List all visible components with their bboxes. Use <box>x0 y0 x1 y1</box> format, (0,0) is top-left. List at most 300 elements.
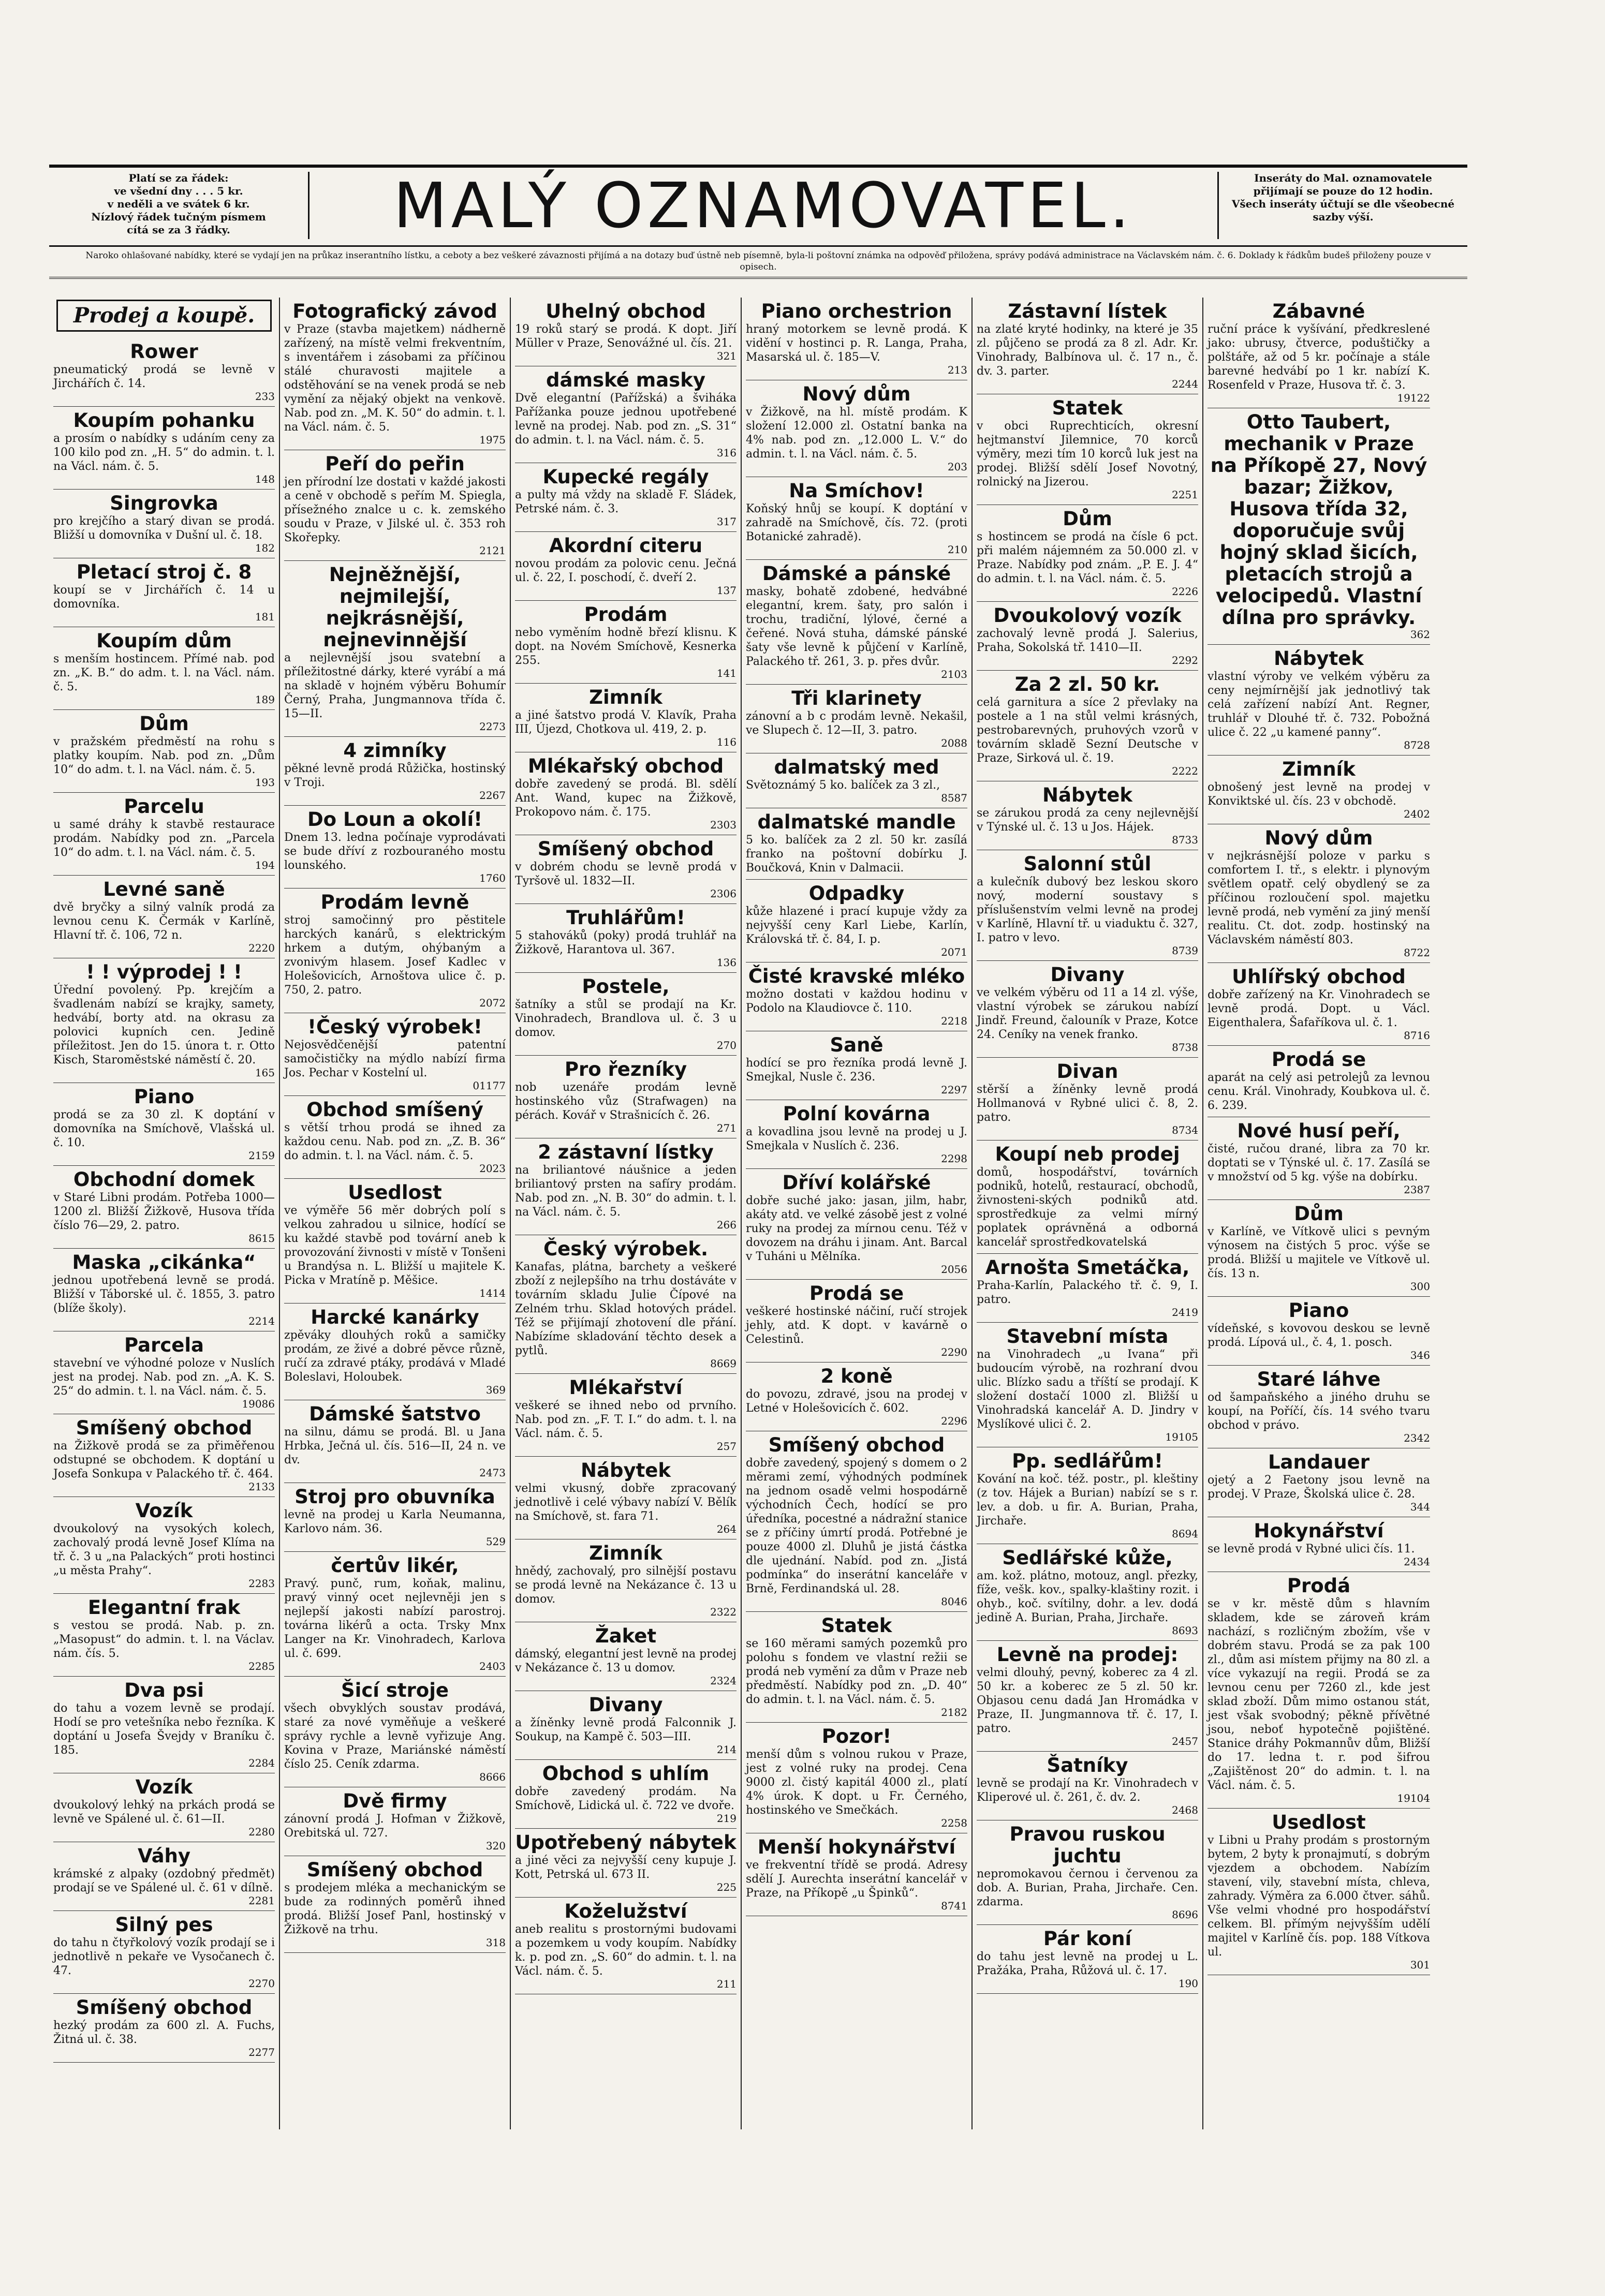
ad-number: 318 <box>485 1936 506 1949</box>
ad-text: velmi dlouhý, pevný, koberec za 4 zl. 50 kr. a koberec ze 5 zl. 50 kr. Objasou cenu dadá Jan Hromádka v Praze, II. Jungmannova tř. č. 17, I. patro. <box>977 1666 1198 1735</box>
ad-number: 1414 <box>479 1287 506 1299</box>
ad-number: 8587 <box>941 792 967 804</box>
ad-text: levně na prodej u Karla Neumanna, Karlovo nám. 36. <box>284 1508 506 1535</box>
ad-title: Nábytek <box>581 1459 671 1482</box>
ad-number: 2298 <box>941 1152 967 1165</box>
ad-number: 2283 <box>248 1577 275 1590</box>
classified-ad <box>746 477 967 560</box>
ad-text: hezký prodám za 600 zl. A. Fuchs, Žitná ul. č. 38. <box>53 2019 275 2046</box>
ad-text: dámský, elegantní jest levně na prodej v Nekázance č. 13 u domov. <box>515 1648 737 1675</box>
ad-number: 2270 <box>248 1977 275 1990</box>
ad-title: Smíšený obchod <box>76 1996 253 2019</box>
ad-title: Smíšený obchod <box>76 1417 253 1439</box>
classified-ad <box>515 835 737 904</box>
page-title: MALÝ OZNAMOVATEL. <box>393 170 1133 242</box>
classified-ad <box>515 1374 737 1457</box>
classified-ad <box>284 1400 506 1483</box>
ad-text: ve výměře 56 měr dobrých polí s velkou zahradou u silnice, hodící se ku každé stavbě pod tovární aneb k provozování živnosti v místě v Tonšeni u Brandýsa n. L. Bližší u majitele K. Picka v Mratíně p. Měšice. <box>284 1204 506 1287</box>
classified-ad <box>977 1254 1198 1323</box>
classified-ad <box>977 1058 1198 1140</box>
ad-number: 2285 <box>248 1660 275 1672</box>
ad-title: Do Loun a okolí! <box>307 808 483 831</box>
classified-ad <box>53 1842 275 1911</box>
classified-ad <box>1208 408 1430 645</box>
ad-text: menší dům s volnou rukou v Praze, jest z volné ruky na prodej. Cena 9000 zl. čistý kapitál 4000 zl., platí 4% úrok. K dopt. u Fr. Černého, hostinského ve Smečkách. <box>746 1748 967 1817</box>
ad-title: Nejněžnější, nejmilejší, nejkrásnější, nejnevinnější <box>323 564 467 651</box>
ad-title: Zimník <box>589 1542 662 1564</box>
ad-number: 8669 <box>710 1357 737 1370</box>
ad-text: na zlaté kryté hodinky, na které je 35 zl. půjčeno se prodá za 8 zl. Adr. Kr. Vinohrady, Balbínova ul. č. 17 n., č. dv. 3. parter. <box>977 323 1198 378</box>
classified-ad <box>515 752 737 835</box>
ad-number: 2281 <box>248 1894 275 1907</box>
ad-number: 320 <box>485 1840 506 1852</box>
ad-title: Český výrobek. <box>543 1238 709 1260</box>
ad-title: Smíšený obchod <box>768 1434 945 1456</box>
ad-title: Prodá se <box>1271 1048 1366 1071</box>
classified-ad <box>284 561 506 737</box>
rate-box: Platí se za řádek: ve všední dny . . . 5 kr. v neděli a ve svátek 6 kr. Nízlový řádek tučným písmem cítá se za 3 řádky. <box>49 172 310 239</box>
ad-title: Rower <box>130 340 198 363</box>
ad-text: dobře suché jako: jasan, jilm, habr, akáty atd. ve velké zásobě jest z volné ruky na prodej za mírnou cenu. Též v dovozem na dráhu i jinam. Ant. Barcal v Tuháni u Mělníka. <box>746 1194 967 1263</box>
classified-ad <box>977 1752 1198 1820</box>
ad-text: s hostincem se prodá na čísle 6 pct. při malém nájemném za 50.000 zl. v Praze. Nabídky pod znám. „P. E. J. 4“ do admin. t. l. na Václ. nám. č. 5. <box>977 530 1198 585</box>
ad-text: a prosím o nabídky s udáním ceny za 100 kilo pod zn. „H. 5“ do admin. t. l. na Václ. nám. č. 5. <box>53 432 275 473</box>
ad-text: pěkné levně prodá Růžička, hostinský v Troji. <box>284 762 506 789</box>
ad-number: 2387 <box>1404 1183 1430 1196</box>
ad-number: 8666 <box>479 1771 506 1783</box>
classified-ad <box>515 601 737 684</box>
ad-title: Smíšený obchod <box>306 1859 483 1881</box>
ad-title: Nové husí peří, <box>1237 1120 1401 1142</box>
ad-text: Světoznámý 5 ko. balíček za 3 zl., <box>746 779 940 792</box>
ad-number: 181 <box>255 611 275 623</box>
classified-ad <box>53 627 275 710</box>
ad-number: 2220 <box>248 942 275 954</box>
ad-title: Nábytek <box>1274 647 1364 670</box>
classified-ad <box>515 532 737 601</box>
ad-number: 8738 <box>1172 1041 1198 1054</box>
insertion-info-box: Inseráty do Mal. oznamovatele přijímají se pouze do 12 hodin. Všech inseráty účtují se dle všeobecné sazby výší. <box>1217 172 1467 239</box>
ad-text: zpěváky dlouhých roků a samičky prodám, ze živé a dobré pěvce různě, ručí za zdravé ptáky, prodává v Mladé Boleslavi, Holoubek. <box>284 1329 506 1384</box>
ad-title: Stroj pro obuvníka <box>295 1486 495 1508</box>
ad-number: 165 <box>255 1066 275 1079</box>
ad-number: 321 <box>716 350 737 362</box>
classified-ad <box>53 1331 275 1414</box>
ad-text: hnědý, zachovalý, pro silnější postavu se prodá levně na Nekázance č. 13 u domov. <box>515 1565 737 1606</box>
ad-title: Upotřebený nábytek <box>515 1831 737 1854</box>
classified-ad <box>515 1457 737 1539</box>
ad-title: Dámské a pánské <box>762 562 951 585</box>
ad-number: 2402 <box>1404 808 1430 820</box>
masthead <box>49 165 1467 247</box>
classified-ad <box>284 1483 506 1552</box>
ad-number: 210 <box>947 543 967 556</box>
ad-text: do povozu, zdravé, jsou na prodej v Letné v Holešovicích č. 602. <box>746 1388 967 1415</box>
classified-ad <box>515 1622 737 1691</box>
ad-number: 2277 <box>248 2046 275 2058</box>
ad-title: Polní kovárna <box>783 1103 931 1125</box>
ad-text: u samé dráhy k stavbě restaurace prodám. Nabídky pod zn. „Parcela 10“ do adm. t. l. na Václ. nám. č. 5. <box>53 818 275 859</box>
ad-number: 257 <box>716 1440 737 1453</box>
classified-ad <box>746 962 967 1031</box>
ad-number: 211 <box>716 1978 737 1990</box>
classified-ad <box>977 850 1198 961</box>
ad-text: aparát na celý asi petrolejů za levnou cenu. Král. Vinohrady, Koubkova ul. č. 6. 239. <box>1208 1071 1430 1112</box>
ad-text: zánovní prodá J. Hofman v Žižkově, Orebitská ul. 727. <box>284 1813 506 1840</box>
classified-ad <box>53 1773 275 1842</box>
ad-title: Prodám levně <box>320 891 469 913</box>
ad-number: 19122 <box>1397 392 1430 404</box>
ad-number: 2267 <box>479 789 506 802</box>
ad-title: Stavební místa <box>1006 1325 1169 1347</box>
ad-text: čisté, ručou drané, libra za 70 kr. doptati se v Týnské ul. č. 17. Zasílá se v množství od 5 kg. výše na dobírku. <box>1208 1143 1430 1183</box>
ad-title: !Český výrobek! <box>307 1016 482 1038</box>
ad-text: a nejlevnější jsou svatební a příležitostné dárky, které vyrábí a má na skladě v hojném výběru Bohumír Černý, Praha, Jungmannova třída č. 15—II. <box>284 651 506 720</box>
ad-title: Váhy <box>137 1845 191 1867</box>
ad-title: Dům <box>1294 1203 1344 1225</box>
ad-text: od šampaňského a jiného druhu se koupí, na Poříčí, čís. 14 svého tvaru obchod v právo. <box>1208 1391 1430 1432</box>
ad-title: Zimník <box>1282 758 1356 780</box>
classified-ad <box>1208 1200 1430 1297</box>
classified-ad <box>1208 645 1430 756</box>
ad-number: 2342 <box>1404 1432 1430 1444</box>
ad-text: v Žižkově, na hl. místě prodám. K složení 12.000 zl. Ostatní banka na 4% nab. pod zn. „12.000 L. V.“ do admin. t. l. na Václ. nám. č. 5. <box>746 406 967 461</box>
ad-text: a žíněnky levně prodá Falconnik J. Soukup, na Kampě č. 503—III. <box>515 1716 737 1743</box>
ad-number: 301 <box>1410 1959 1430 1971</box>
ad-text: pro krejčího a starý divan se prodá. Bližší u domovníka v Dušní ul. č. 18. <box>53 515 275 542</box>
ad-number: 270 <box>716 1039 737 1051</box>
ad-number: 2088 <box>941 737 967 749</box>
ad-text: celá garnitura a síce 2 převlaky na postele a 1 na stůl velmi krásných, pestrobarevných, pruhových vzorů v továrním skladě Sezní Deutsche v Praze, Sirková ul. č. 19. <box>977 696 1198 765</box>
masthead-notice: Naroko ohlašované nabídky, které se vydají jen na průkaz inserantního lístku, a ceboty a bez veškeré závaznosti přijímá a na dotazy buď ústně neb písemně, byla-li poštovní známka na odpověď přiložena, správy podává administrace na Václavském nám. č. 6. Doklady k řádkům budeš přiloženy pouze v opisech. <box>49 247 1467 279</box>
classified-ad <box>977 298 1198 394</box>
ad-text: se zárukou prodá za ceny nejlevnější v Týnské ul. č. 13 u Jos. Hájek. <box>977 807 1198 834</box>
ad-title: Vozík <box>135 1500 193 1522</box>
ad-number: 203 <box>947 461 967 473</box>
classified-ad <box>746 1031 967 1100</box>
classified-ad <box>284 1013 506 1096</box>
ad-title: Nový dům <box>1264 827 1373 849</box>
ad-title: Dva psi <box>124 1679 204 1701</box>
classified-ad <box>53 1677 275 1773</box>
ad-number: 136 <box>716 956 737 969</box>
classified-ad <box>515 973 737 1056</box>
classified-columns <box>49 298 1467 2129</box>
ad-title: 4 zimníky <box>343 739 447 762</box>
ad-number: 225 <box>716 1881 737 1893</box>
ad-number: 233 <box>255 390 275 403</box>
ad-text: Praha-Karlín, Palackého tř. č. 9, I. patro. <box>977 1279 1198 1306</box>
ad-text: a jiné šatstvo prodá V. Klavík, Praha III, Újezd, Chotkova ul. 419, 2. p. <box>515 709 737 736</box>
classified-ad <box>53 1497 275 1594</box>
ad-text: Kanafas, plátna, barchety a veškeré zboží z nejlepšího na trhu dostáváte v továrním skladu Julie Čípové na Zelném trhu. Sklad hotových prádel. Též se přijímají zhotovení dle přání. Nabízíme skladování těchto desek a pytlů. <box>515 1261 737 1357</box>
classified-ad <box>746 380 967 477</box>
ad-number: 2473 <box>479 1467 506 1479</box>
ad-text: vlastní výroby ve velkém výběru za ceny nejmírnější jak jednotlivý tak celá zařízení nabízí Ant. Regner, truhlář v Dlouhé tř. č. 732. Pobožná ulice č. 22 „u kamené panny“. <box>1208 670 1430 739</box>
ad-text: se levně prodá v Rybné ulici čís. 11. <box>1208 1543 1415 1556</box>
ad-number: 8615 <box>248 1232 275 1245</box>
ad-title: Za 2 zl. 50 kr. <box>1014 673 1160 695</box>
ad-number: 148 <box>255 473 275 485</box>
ad-number: 346 <box>1410 1349 1430 1361</box>
ad-text: všech obvyklých soustav prodává, staré za nové vyměňuje a veškeré správy rychle a levně vyřizuje Ang. Kovina v Praze, Mariánské náměstí číslo 25. Ceník zdarma. <box>284 1702 506 1771</box>
classified-ad <box>977 781 1198 850</box>
ad-column <box>742 298 973 2129</box>
ad-text: v pražském předměstí na rohu s platky koupím. Nab. pod zn. „Dům 10“ do adm. t. l. na Václ. nám. č. 5. <box>53 735 275 776</box>
classified-ad <box>1208 1448 1430 1517</box>
classified-ad <box>977 602 1198 671</box>
classified-ad <box>515 366 737 463</box>
ad-title: Peří do peřin <box>325 453 465 475</box>
ad-number: 2023 <box>479 1162 506 1175</box>
classified-ad <box>515 1235 737 1374</box>
ad-title: Pletací stroj č. 8 <box>76 561 252 583</box>
ad-number: 8741 <box>941 1900 967 1912</box>
classified-ad <box>284 1096 506 1179</box>
classified-ad <box>284 737 506 806</box>
ad-number: 2457 <box>1172 1735 1198 1747</box>
ad-text: dobře zavedený se prodá. Bl. sdělí Ant. Wand, kupec na Žižkově, Prokopovo nám. č. 175. <box>515 778 737 819</box>
ad-number: 8696 <box>1172 1908 1198 1921</box>
ad-text: Kování na koč. též. postr., pl. kleštiny (z tov. Hájek a Burian) nabízí se s r. lev. a dob. u fir. A. Burian, Praha, Jirchaře. <box>977 1473 1198 1528</box>
ad-number: 2133 <box>248 1480 275 1493</box>
classified-ad <box>977 1641 1198 1752</box>
ad-title: Sedlářské kůže, <box>1002 1547 1173 1569</box>
classified-ad <box>53 1414 275 1497</box>
ad-text: v Karlíně, ve Vítkově ulici s pevným výnosem na čistých 5 proc. výše se prodá. Bližší u majitele ve Vítkově ul. čís. 13 n. <box>1208 1225 1430 1280</box>
ad-title: Harcké kanárky <box>311 1306 479 1328</box>
ad-text: s větší trhou prodá se ihned za každou cenu. Nab. pod zn. „Z. B. 36“ do admin. t. l. na Václ. nám. č. 5. <box>284 1121 506 1162</box>
ad-title: Žaket <box>595 1625 657 1647</box>
ad-title: Dvoukolový vozík <box>993 604 1182 627</box>
ad-title: Divany <box>588 1694 663 1716</box>
ad-text: a pulty má vždy na skladě F. Sládek, Petrské nám. č. 3. <box>515 488 737 515</box>
ad-number: 271 <box>716 1122 737 1134</box>
ad-column <box>1203 298 1434 2129</box>
ad-title: Mlékařství <box>569 1376 683 1399</box>
classified-ad <box>53 1994 275 2063</box>
classified-ad <box>53 710 275 793</box>
ad-title: Šicí stroje <box>341 1679 449 1701</box>
ad-title: Koupím pohanku <box>73 409 255 432</box>
classified-ad <box>1208 963 1430 1046</box>
ad-number: 116 <box>716 736 737 748</box>
ad-title: Koupím dům <box>96 630 232 652</box>
classified-ad <box>284 1787 506 1856</box>
ad-text: novou prodám za polovic cenu. Ječná ul. č. 22, I. poschodí, č. dveří 2. <box>515 557 737 584</box>
ad-title: Hokynářství <box>1254 1520 1384 1542</box>
ad-title: Elegantní frak <box>87 1596 241 1619</box>
ad-text: dvoukolový lehký na prkách prodá se levně ve Spálené ul. č. 61—II. <box>53 1799 275 1826</box>
ad-title: Zábavné <box>1272 300 1365 322</box>
ad-title: Divan <box>1056 1060 1118 1083</box>
classified-ad <box>977 1323 1198 1447</box>
ad-number: 2273 <box>479 720 506 733</box>
ad-number: 2296 <box>941 1415 967 1427</box>
ad-text: ve frekventní třídě se prodá. Adresy sdělí J. Aurechta inserátní kancelář v Praze, na Příkopě „u Špinků“. <box>746 1859 967 1900</box>
ad-title: Obchod s uhlím <box>542 1762 710 1785</box>
ad-text: zánovní a b c prodám levně. Nekašil, ve Slupech č. 12—II, 3. patro. <box>746 710 967 737</box>
classified-ad <box>515 1829 737 1898</box>
ad-text: 19 roků starý se prodá. K dopt. Jiří Müller v Praze, Senovážné ul. čís. 21. <box>515 323 737 350</box>
ad-title: Zimník <box>589 686 662 708</box>
ad-title: Pro řezníky <box>564 1058 687 1080</box>
classified-ad <box>746 1362 967 1431</box>
classified-ad <box>746 685 967 753</box>
ad-title: Statek <box>1052 397 1123 419</box>
classified-ad <box>746 1833 967 1916</box>
ad-number: 2322 <box>710 1606 737 1618</box>
ad-text: v dobrém chodu se levně prodá v Tyršově ul. 1832—II. <box>515 861 737 887</box>
ad-text: pneumatický prodá se levně v Jirchářích č. 14. <box>53 363 275 390</box>
classified-ad <box>515 904 737 973</box>
ad-text: se v kr. městě dům s hlavním skladem, kde se zároveň krám nachází, s rozličným zbožím, vše v dobrém stavu. Prodá se za pak 100 zl., dům asi místem přijmy na 80 zl. a více vykazují na regii. Prodá se za levnou cenu per 7260 zl., kde jest sklad zboží. Dům mimo ostanou stát, jest však svobodný; pěkně přívětné jsou, neboť hypotečně pojištěné. Stanice dráhy Pokmannův dům, Bližší do 17. ledna t. r. pod šifrou „Zajištěnost 20“ do admin. t. l. na Václ. nám. č. 5. <box>1208 1597 1430 1792</box>
ad-text: možno dostati v každou hodinu v Podolo na Klaudiovce č. 110. <box>746 988 967 1015</box>
ad-number: 2222 <box>1172 765 1198 777</box>
ad-number: 2072 <box>479 997 506 1009</box>
ad-title: ! ! výprodej ! ! <box>86 961 242 983</box>
ad-title: Parcela <box>124 1334 204 1356</box>
classified-ad <box>515 1898 737 1994</box>
ad-text: koupí se v Jirchářích č. 14 u domovníka. <box>53 584 275 611</box>
ad-text: nebo vyměním hodně březí klisnu. K dopt. na Novém Smíchově, Kesnerka 255. <box>515 626 737 667</box>
ad-number: 2324 <box>710 1675 737 1687</box>
ad-title: Prodá <box>1287 1575 1351 1597</box>
ad-title: Koupí neb prodej <box>995 1143 1180 1165</box>
ad-number: 2218 <box>941 1015 967 1027</box>
ad-title: dámské masky <box>546 369 705 391</box>
ad-text: a kovadlina jsou levně na prodej u J. Smejkala v Nuslích č. 236. <box>746 1125 967 1152</box>
classified-ad <box>53 558 275 627</box>
classified-ad <box>53 407 275 490</box>
classified-ad <box>515 1760 737 1829</box>
classified-ad <box>1208 1572 1430 1809</box>
ad-title: Pozor! <box>821 1725 892 1747</box>
ad-number: 362 <box>1410 628 1430 641</box>
ad-number: 2280 <box>248 1826 275 1838</box>
ad-number: 2071 <box>941 946 967 958</box>
classified-ad <box>53 1083 275 1166</box>
ad-text: stroj samočinný pro pěstitele harckých kanárů, s elektrickým hrkem a dutým, ohýbaným a zvonivým hlasem. Josef Kadlec v Holešovicích, Arnoštova ulice č. p. 750, 2. patro. <box>284 914 506 997</box>
newspaper-page <box>49 165 1467 2129</box>
ad-number: 266 <box>716 1219 737 1231</box>
ad-title: Piano <box>1288 1299 1349 1322</box>
classified-ad <box>977 671 1198 781</box>
classified-ad <box>515 684 737 752</box>
ad-text: s vestou se prodá. Nab. p. zn. „Masopust“ do admin. t. l. na Václav. nám. čís. 5. <box>53 1619 275 1660</box>
ad-text: hraný motorkem se levně prodá. K vidění v hostinci p. R. Langa, Praha, Masarská ul. č. 185—V. <box>746 323 967 364</box>
ad-title: Na Smíchov! <box>789 480 924 502</box>
ad-text: domů, hospodářství, továrních podniků, hotelů, restaurací, obchodů, živnosteni-ských podniků atd. sprostředkuje za velmi mírný poplatek oprávněná a odborná kancelář sprostředkovatelská <box>977 1166 1198 1249</box>
ad-text: dobře zavedený, spojený s domem o 2 měrami zemí, výhodných podmínek na jednom osadě velmi hospodárně východních Čech, hodící se pro úředníka, pocestné a nádražní stanice se z příčiny úmrtí prodá. Potřebné je pouze 4000 zl. Dluhů je jistá částka dle ujednání. Nabíd. pod zn. „Jistá podmínka“ do inserátní kanceláře v Brně, Ferdinandská ul. 28. <box>746 1457 967 1595</box>
ad-number: 19104 <box>1397 1792 1430 1804</box>
ad-title: Uhelný obchod <box>546 300 706 322</box>
ad-text: stěrší a žíněnky levně prodá Hollmanová v Rybné ulici č. 8, 2. patro. <box>977 1083 1198 1124</box>
ad-title: Parcelu <box>124 795 204 818</box>
ad-text: kůže hlazené i prací kupuje vždy za nejvyšší ceny Karl Liebe, Karlín, Královská tř. č. 84, I. p. <box>746 905 967 946</box>
ad-title: Kupecké regály <box>542 466 709 488</box>
ad-number: 2226 <box>1172 585 1198 598</box>
ad-title: Dům <box>1063 508 1112 530</box>
classified-ad <box>1208 756 1430 824</box>
ad-text: nepromokavou černou i červenou za dob. A. Burian, Praha, Jirchaře. Cen. zdarma. <box>977 1868 1198 1908</box>
ad-number: 8722 <box>1404 946 1430 959</box>
ad-text: dobře zavedený prodám. Na Smíchově, Lidická ul. č. 722 ve dvoře. <box>515 1785 737 1812</box>
ad-number: 8694 <box>1172 1528 1198 1540</box>
ad-title: 2 zástavní lístky <box>538 1141 714 1163</box>
ad-text: zachovalý levně prodá J. Salerius, Praha, Sokolská tř. 1410—II. <box>977 627 1198 654</box>
ad-title: Akordní citeru <box>549 535 703 557</box>
classified-ad <box>53 1166 275 1249</box>
ad-number: 194 <box>255 859 275 871</box>
ad-number: 2468 <box>1172 1804 1198 1816</box>
classified-ad <box>1208 1297 1430 1366</box>
ad-text: masky, bohatě zdobené, hedvábné elegantní, krem. šaty, pro salón i trochu, tradiční, lýlové, černé a čeřené. Nová stuha, dámské pánské šaty vše levně k půjčení v Karlíně, Palackého tř. 261, 3. p. přes dvůr. <box>746 585 967 668</box>
ad-number: 2306 <box>710 887 737 900</box>
ad-number: 8728 <box>1404 739 1430 751</box>
ad-number: 529 <box>485 1535 506 1548</box>
classified-ad <box>1208 824 1430 963</box>
ad-title: Zástavní lístek <box>1008 300 1167 322</box>
ad-text: na silnu, dámu se prodá. Bl. u Jana Hrbka, Ječná ul. čís. 516—II, 24 n. ve dv. <box>284 1426 506 1467</box>
ad-text: v Praze (stavba majetkem) nádherně zařízený, na místě velmi frekventním, s inventářem i zásobami za příčinou stálé churavosti majitele a odstěhování se na venek prodá se neb vymění za nějaký objekt na venkově. Nab. pod zn. „M. K. 50“ do admin. t. l. na Václ. nám. č. 5. <box>284 323 506 434</box>
ad-title: Maska „cikánka“ <box>72 1251 256 1273</box>
ad-number: 264 <box>716 1523 737 1535</box>
ad-text: hodící se pro řezníka prodá levně J. Smejkal, Nusle č. 236. <box>746 1057 967 1084</box>
ad-number: 193 <box>255 776 275 789</box>
ad-title: Piano <box>134 1086 195 1108</box>
ad-text: Dvě elegantní (Pařížská) a šviháka Pařížanka pouze jednou upotřebené levně na prodej. Nab. pod zn. „S. 31“ do admin. t. l. na Václ. nám. č. 5. <box>515 392 737 447</box>
ad-title: Divany <box>1050 964 1125 986</box>
ad-number: 2182 <box>941 1706 967 1719</box>
ad-title: Landauer <box>1268 1451 1370 1473</box>
ad-title: Obchodní domek <box>73 1168 255 1191</box>
ad-number: 189 <box>255 693 275 706</box>
ad-title: Pravou ruskou juchtu <box>1009 1823 1166 1867</box>
ad-text: v nejkrásnější poloze v parku s comfortem I. tř., s elektr. i plynovým světlem opatř. celý obydlený se za příčinou rozloučení spol. majetku levně prodá, neb vymění za jiný menší realitu. Ct. dot. zodp. hostinský na Václavském náměstí 803. <box>1208 850 1430 946</box>
ad-number: 2284 <box>248 1757 275 1769</box>
classified-ad <box>977 961 1198 1058</box>
classified-ad <box>515 1056 737 1138</box>
classified-ad <box>977 1544 1198 1641</box>
ad-number: 2303 <box>710 819 737 831</box>
ad-number: 8733 <box>1172 834 1198 846</box>
ad-text: velmi vkusný, dobře zpracovaný jednotlivě i celé výbavy nabízí V. Bělík na Smíchově, st. fara 71. <box>515 1482 737 1523</box>
ad-number: 2121 <box>479 544 506 557</box>
ad-column <box>49 298 280 2129</box>
ad-title: Pp. sedlářům! <box>1012 1450 1163 1472</box>
ad-number: 300 <box>1410 1280 1430 1293</box>
ad-column <box>280 298 511 2129</box>
ad-number: 8693 <box>1172 1624 1198 1637</box>
classified-ad <box>746 1100 967 1169</box>
ad-number: 190 <box>1178 1977 1198 1990</box>
ad-title: čertův likér, <box>331 1554 459 1577</box>
ad-number: 317 <box>716 515 737 528</box>
ad-title: Mlékařský obchod <box>527 755 724 777</box>
classified-ad <box>1208 1117 1430 1200</box>
ad-number: 8716 <box>1404 1029 1430 1042</box>
ad-title: Dům <box>139 713 189 735</box>
ad-title: Odpadky <box>808 882 905 905</box>
classified-ad <box>284 806 506 888</box>
ad-text: aneb realitu s prostornými budovami a pozemkem u vody koupím. Nabídky k. p. pod zn. „S. 60“ do admin. t. l. na Václ. nám. č. 5. <box>515 1923 737 1978</box>
ad-number: 8734 <box>1172 1124 1198 1136</box>
ad-number: 2290 <box>941 1346 967 1358</box>
ad-text: s menším hostincem. Přímé nab. pod zn. „K. B.“ do adm. t. l. na Václ. nám. č. 5. <box>53 653 275 693</box>
ad-text: na briliantové náušnice a jeden briliantový prsten na safíry prodám. Nab. pod zn. „N. B. 30“ do admin. t. l. na Václ. nám. č. 5. <box>515 1164 737 1219</box>
ad-title: Menší hokynářství <box>757 1836 956 1858</box>
